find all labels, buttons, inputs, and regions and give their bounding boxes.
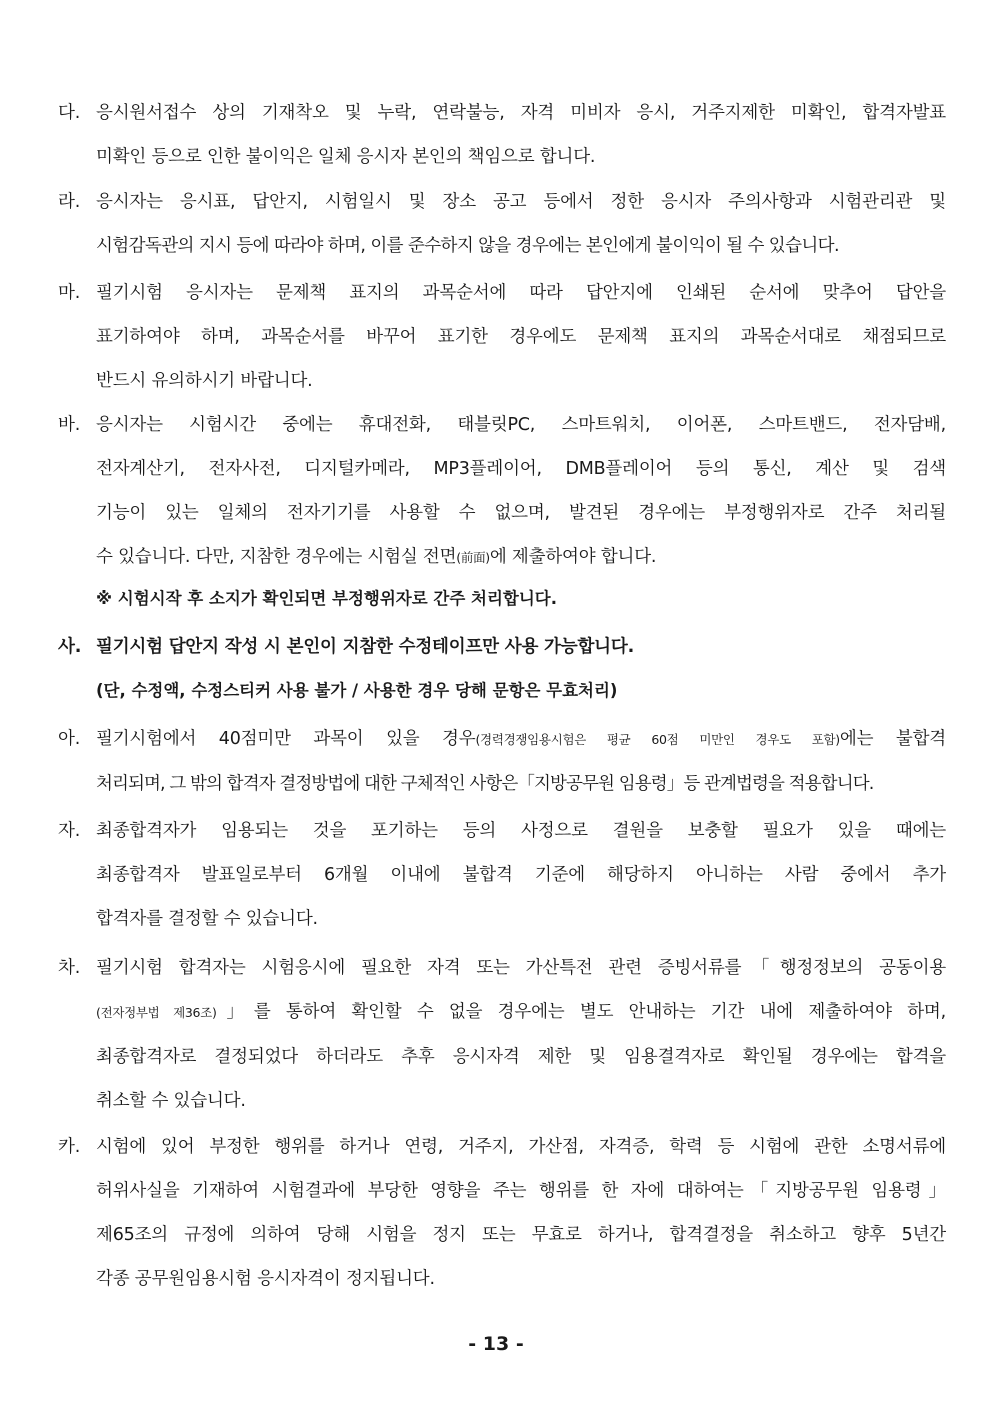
notice-item-cha (58, 946, 946, 1123)
item-line: 제65조의 규정에 의하여 당해 시험을 정지 또는 무효로 하거나, 합격결정을 취소하고 향후 5년간 (96, 1225, 946, 1245)
line-text: 필기시험에서 40점미만 과목이 있을 경우 (96, 729, 476, 749)
item-line: 응시자는 응시표, 답안지, 시험일시 및 장소 공고 등에서 정한 응시자 주의사항과 시험관리관 및 (96, 192, 946, 212)
item-marker: 라. (58, 192, 81, 212)
item-line: 표기하여야 하며, 과목순서를 바꾸어 표기한 경우에도 문제책 표지의 과목순서대로 채점되므로 (96, 327, 946, 347)
item-line: 각종 공무원임용시험 응시자격이 정지됩니다. (96, 1269, 435, 1289)
line-text: 에 제출하여야 합니다. (489, 547, 657, 567)
item-marker: 마. (58, 283, 81, 303)
item-line: 시험에 있어 부정한 행위를 하거나 연령, 거주지, 가산점, 자격증, 학력 등 시험에 관한 소명서류에 (96, 1137, 946, 1157)
item-line: 필기시험 답안지 작성 시 본인이 지참한 수정테이프만 사용 가능합니다. (96, 637, 635, 657)
notice-item-ba (58, 403, 946, 580)
item-line: 최종합격자로 결정되었다 하더라도 추후 응시자격 제한 및 임용결격자로 확인될 경우에는 합격을 (96, 1047, 946, 1067)
item-line: 최종합격자 발표일로부터 6개월 이내에 불합격 기준에 해당하지 아니하는 사람 중에서 추가 (96, 865, 946, 885)
notice-item-a (58, 717, 946, 806)
item-line: 응시자는 시험시간 중에는 휴대전화, 태블릿PC, 스마트워치, 이어폰, 스마트밴드, 전자담배, (96, 415, 946, 435)
notice-item-ra (58, 180, 946, 268)
item-line (58, 990, 946, 1035)
notice-item-ka (58, 1125, 946, 1301)
item-line: 반드시 유의하시기 바랍니다. (96, 371, 313, 391)
item-line: 합격자를 결정할 수 있습니다. (96, 909, 318, 929)
item-marker: 사. (58, 637, 82, 657)
item-marker: 카. (58, 1137, 81, 1157)
item-line: 응시원서접수 상의 기재착오 및 누락, 연락불능, 자격 미비자 응시, 거주지제한 미확인, 합격자발표 (96, 103, 946, 123)
notice-item-da (58, 91, 946, 179)
item-marker: 아. (58, 729, 81, 749)
page-number: - 13 - (468, 1333, 524, 1355)
hanja-annotation: (前面) (456, 550, 490, 565)
correction-note: (단, 수정액, 수정스티커 사용 불가 / 사용한 경우 당해 문항은 무효처리) (96, 681, 618, 700)
notice-item-sa (58, 625, 946, 669)
item-line: 미확인 등으로 인한 불이익은 일체 응시자 본인의 책임으로 합니다. (96, 147, 596, 167)
item-line: 기능이 있는 일체의 전자기기를 사용할 수 없으며, 발견된 경우에는 부정행위자로 간주 처리될 (96, 503, 946, 523)
item-line: 전자계산기, 전자사전, 디지털카메라, MP3플레이어, DMB플레이어 등의 통신, 계산 및 검색 (96, 459, 946, 479)
notice-item-ma (58, 271, 946, 403)
item-marker: 자. (58, 821, 81, 841)
line-text: 에는 불합격 (839, 729, 946, 749)
item-marker: 다. (58, 103, 81, 123)
item-line: 처리되며, 그 밖의 합격자 결정방법에 대한 구체적인 사항은「지방공무원 임용령」등 관계법령을 적용합니다. (96, 774, 874, 794)
item-line: 최종합격자가 임용되는 것을 포기하는 등의 사정으로 결원을 보충할 필요가 있을 때에는 (96, 821, 946, 841)
item-marker: 차. (58, 958, 81, 978)
item-line (58, 717, 946, 762)
parenthetical-note: (전자정부법 제36조) (96, 1005, 217, 1020)
item-line: 취소할 수 있습니다. (96, 1091, 246, 1111)
item-line: 필기시험 합격자는 시험응시에 필요한 자격 또는 가산특전 관련 증빙서류를「행정정보의 공동이용 (96, 958, 946, 978)
item-line: 시험감독관의 지시 등에 따라야 하며, 이를 준수하지 않을 경우에는 본인에게 불이익이 될 수 있습니다. (96, 236, 839, 256)
line-text: 수 있습니다. 다만, 지참한 경우에는 시험실 전면 (96, 547, 457, 567)
item-line: 허위사실을 기재하여 시험결과에 부당한 영향을 주는 행위를 한 자에 대하여는「지방공무원 임용령」 (96, 1181, 946, 1201)
item-line: 필기시험 응시자는 문제책 표지의 과목순서에 따라 답안지에 인쇄된 순서에 맞추어 답안을 (96, 283, 946, 303)
item-line (58, 535, 946, 580)
line-text: 」를 통하여 확인할 수 없을 경우에는 별도 안내하는 기간 내에 제출하여야 하며, (216, 1002, 946, 1022)
item-marker: 바. (58, 415, 81, 435)
warning-note: ※ 시험시작 후 소지가 확인되면 부정행위자로 간주 처리합니다. (96, 589, 557, 608)
notice-item-ja (58, 809, 946, 941)
parenthetical-note: (경력경쟁임용시험은 평균 60점 미만인 경우도 포함) (475, 732, 840, 747)
